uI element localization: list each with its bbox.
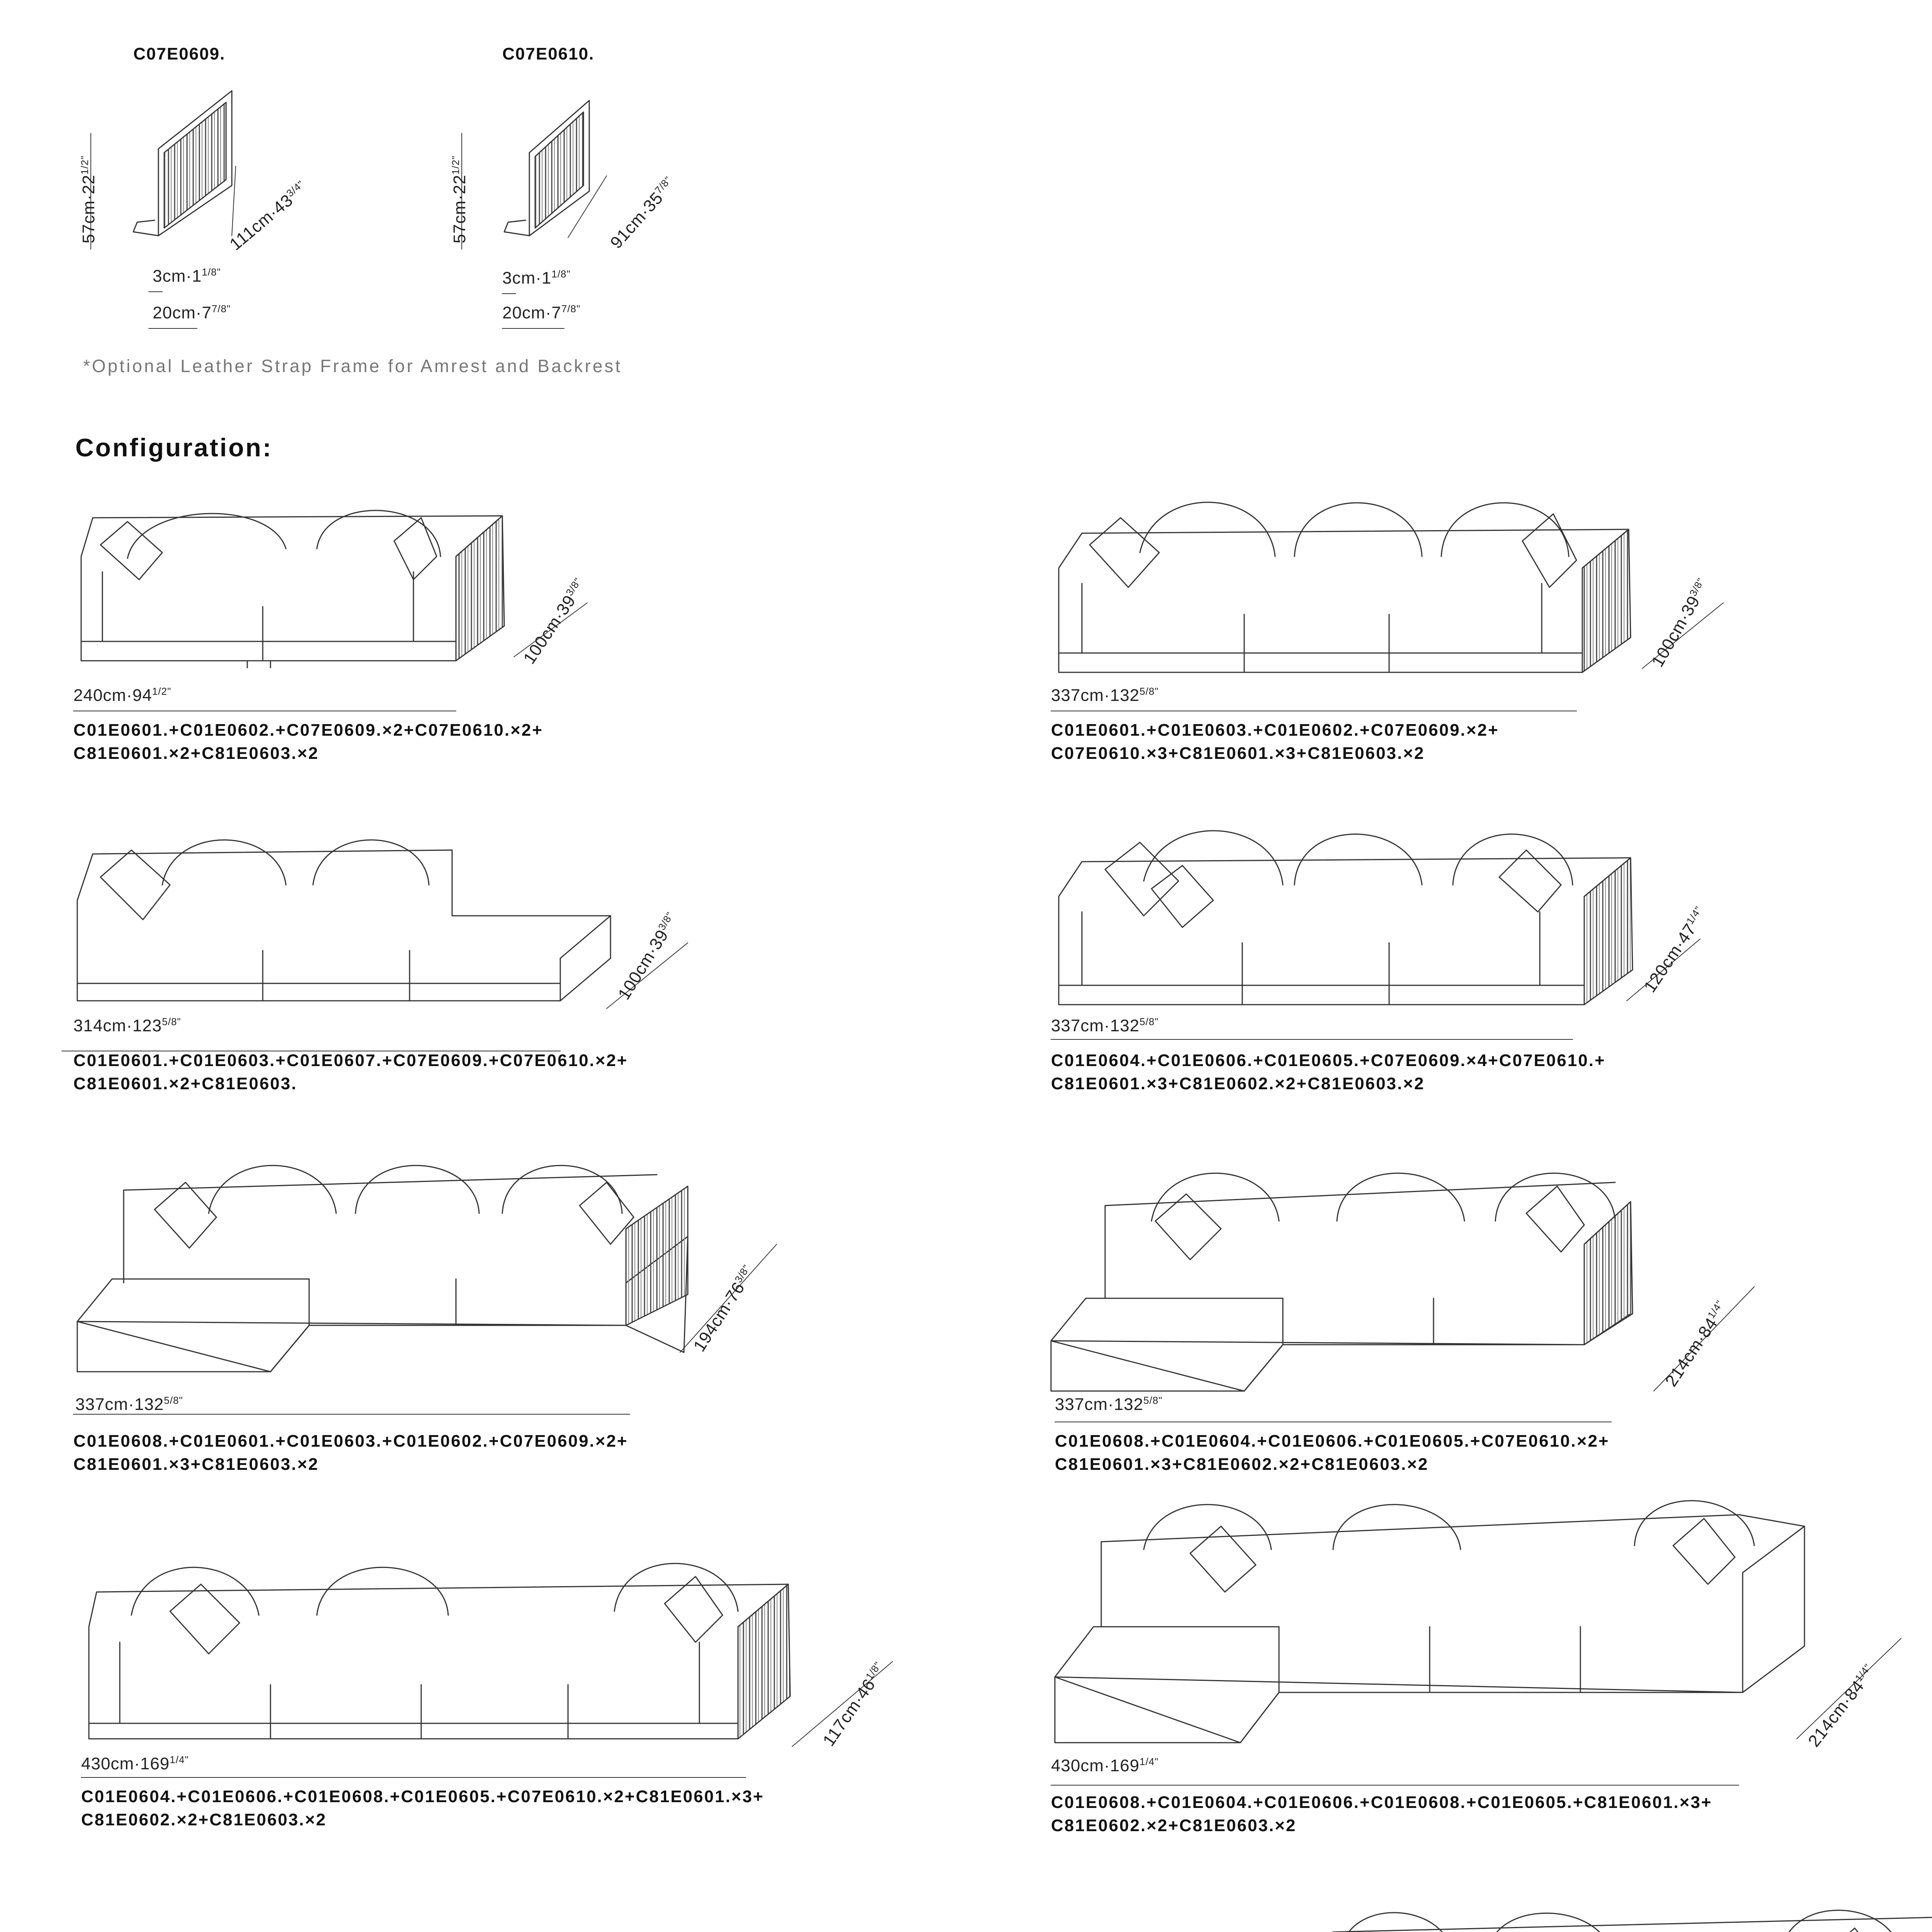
part-code-1: C07E0609.	[133, 44, 226, 63]
optional-note: *Optional Leather Strap Frame for Amrest and Backrest	[83, 356, 622, 376]
part-drawing-c07e0609	[91, 91, 236, 328]
config4-depth-dim: $120cm\cdot 47^{1/4"}$	[1640, 904, 1704, 996]
config1-codes: C01E0601.+C01E0602.+C07E0609.×2+C07E0610.×2+ C81E0601.×2+C81E0603.×2	[73, 721, 543, 763]
config2-depth-dim: $100cm\cdot 39^{3/8"}$	[1648, 576, 1707, 670]
config7-depth-dim: $117cm\cdot 46^{1/8"}$	[819, 1659, 884, 1750]
part1-depth-dim: $3cm\cdot 1^{1/8"}$	[153, 266, 221, 286]
config-drawing-6	[1051, 1173, 1754, 1422]
config6-width-dim: $337cm\cdot 132^{5/8"}$	[1055, 1395, 1163, 1414]
config3-width-dim: $314cm\cdot 123^{5/8"}$	[73, 1016, 181, 1035]
config3-codes: C01E0601.+C01E0603.+C01E0607.+C07E0609.+C07E0610.×2+ C81E0601.×2+C81E0603.	[73, 1051, 628, 1093]
config6-depth-dim: $214cm\cdot 84^{1/4"}$	[1662, 1298, 1726, 1390]
part1-length-dim: $111cm\cdot 43^{3/4"}$	[226, 178, 306, 254]
config5-depth-dim: $194cm\cdot 76^{3/8"}$	[690, 1262, 753, 1355]
part1-height-dim: $57cm\cdot 22^{1/2"}$	[79, 155, 98, 243]
config3-depth-dim: $100cm\cdot 39^{3/8"}$	[614, 910, 676, 1003]
part2-length-dim: $91cm\cdot 35^{7/8"}$	[607, 174, 674, 252]
part-code-2: C07E0610.	[502, 44, 595, 63]
config4-codes: C01E0604.+C01E0606.+C01E0605.+C07E0609.×4+C07E0610.+ C81E0601.×3+C81E0602.×2+C81E0603.×2	[1051, 1051, 1606, 1093]
config8-width-dim: $430cm\cdot 169^{1/4"}$	[1051, 1756, 1159, 1775]
config-drawing-7	[81, 1563, 893, 1777]
configuration-heading: Configuration:	[75, 433, 273, 462]
config1-depth-dim: $100cm\cdot 39^{3/8"}$	[520, 575, 584, 668]
config4-width-dim: $337cm\cdot 132^{5/8"}$	[1051, 1016, 1159, 1035]
part1-width-dim: $20cm\cdot 7^{7/8"}$	[153, 303, 231, 322]
config7-codes: C01E0604.+C01E0606.+C01E0608.+C01E0605.+C07E0610.×2+C81E0601.×3+ C81E0602.×2+C81E0603.×2	[81, 1787, 764, 1829]
config1-width-dim: $240cm\cdot 94^{1/2"}$	[73, 685, 172, 705]
config6-codes: C01E0608.+C01E0604.+C01E0606.+C01E0605.+C07E0610.×2+ C81E0601.×3+C81E0602.×2+C81E0603.×2	[1055, 1432, 1610, 1474]
part-drawing-c07e0610	[462, 100, 607, 328]
config-drawing-5	[73, 1165, 777, 1414]
config5-width-dim: $337cm\cdot 132^{5/8"}$	[75, 1395, 183, 1414]
config7-width-dim: $430cm\cdot 169^{1/4"}$	[81, 1754, 189, 1773]
config-drawing-2	[1051, 502, 1723, 711]
config8-codes: C01E0608.+C01E0604.+C01E0606.+C01E0608.+C01E0605.+C81E0601.×3+ C81E0602.×2+C81E0603.×2	[1051, 1793, 1713, 1835]
config8-depth-dim: $214cm\cdot 84^{1/4"}$	[1804, 1661, 1874, 1751]
part2-depth-dim: $3cm\cdot 1^{1/8"}$	[502, 268, 571, 287]
part2-width-dim: $20cm\cdot 7^{7/8"}$	[502, 303, 581, 322]
config2-codes: C01E0601.+C01E0603.+C01E0602.+C07E0609.×2+ C07E0610.×3+C81E0601.×3+C81E0603.×2	[1051, 721, 1499, 763]
config-drawing-1	[73, 510, 587, 711]
config-drawing-4	[1051, 831, 1700, 1039]
config2-width-dim: $337cm\cdot 132^{5/8"}$	[1051, 685, 1159, 705]
config-drawing-8	[1051, 1501, 1901, 1785]
part2-height-dim: $57cm\cdot 22^{1/2"}$	[450, 155, 469, 243]
config5-codes: C01E0608.+C01E0601.+C01E0603.+C01E0602.+C07E0609.×2+ C81E0601.×3+C81E0603.×2	[73, 1432, 628, 1474]
config-drawing-10	[1140, 1910, 1932, 1932]
